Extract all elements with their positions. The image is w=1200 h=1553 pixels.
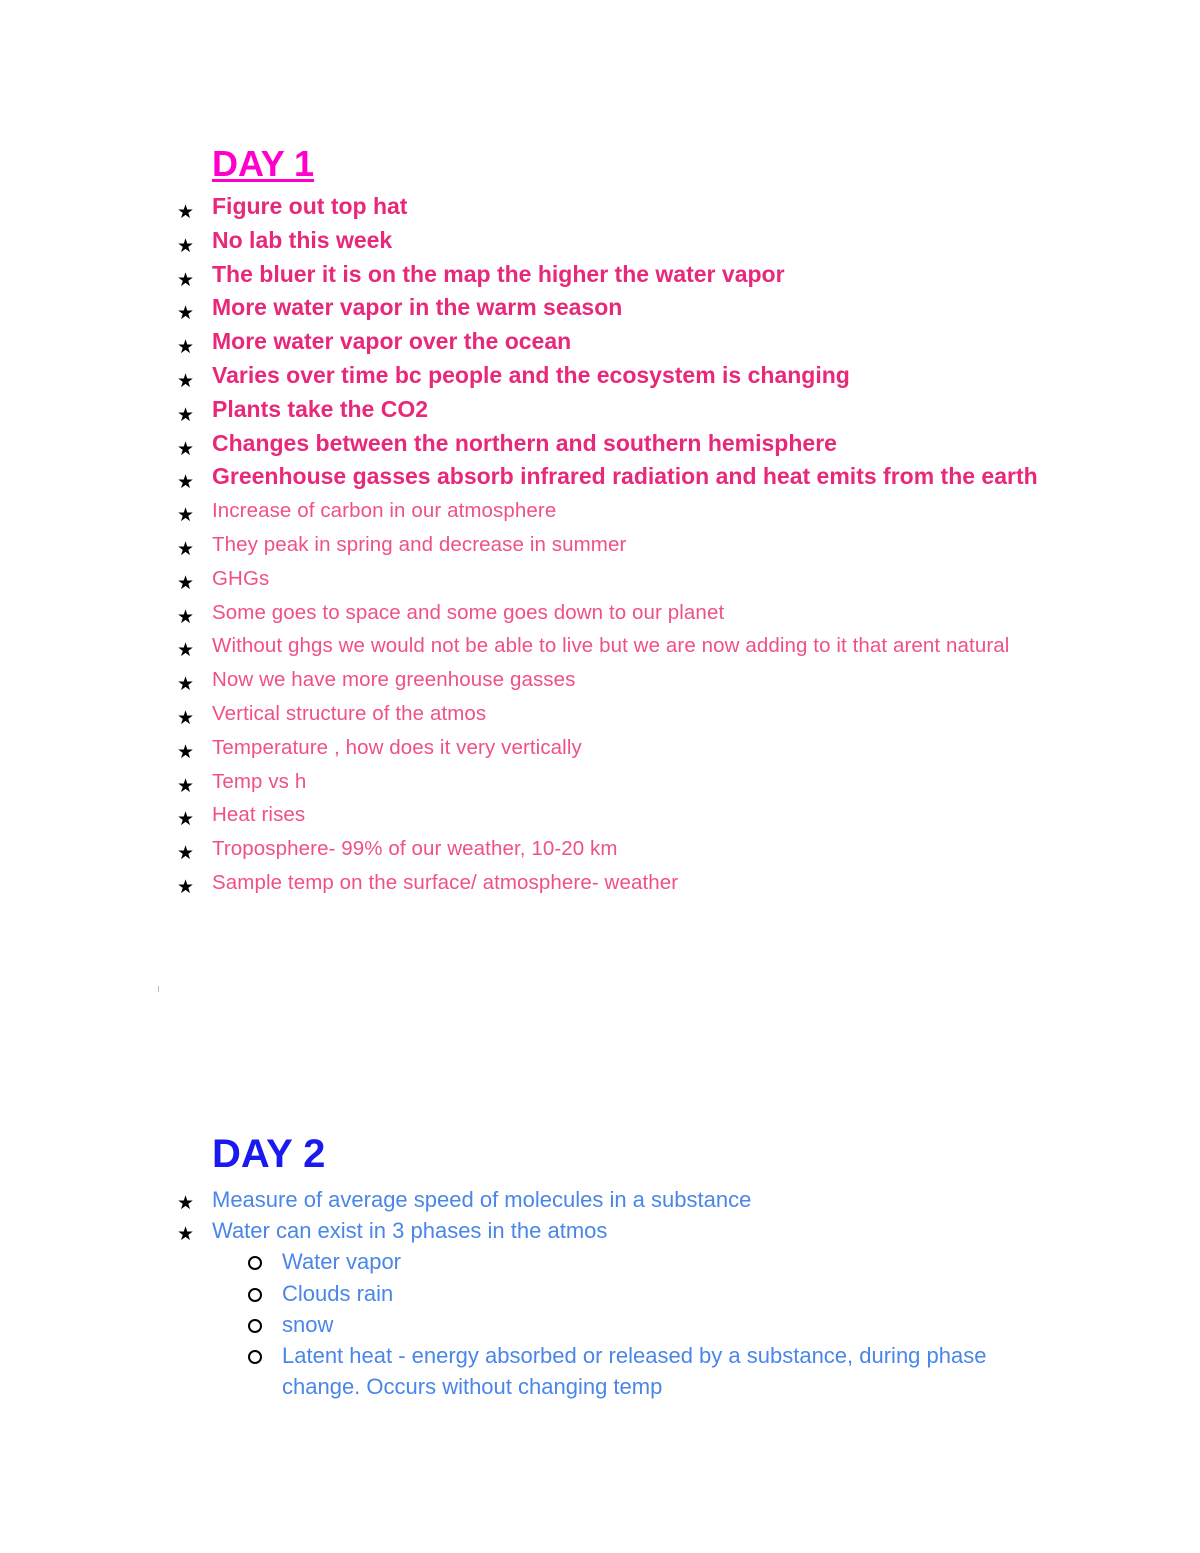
star-bullet-icon: ★ (177, 369, 195, 392)
day-1-heading: DAY 1 (212, 143, 315, 184)
list-item (0, 393, 1200, 427)
list-item-text: Some goes to space and some goes down to our planet (212, 600, 725, 624)
list-item-text: Changes between the northern and southern hemisphere (212, 429, 837, 456)
list-item (0, 798, 1200, 832)
list-item-text: Without ghgs we would not be able to live but we are now adding to it that arent natural (212, 634, 1010, 658)
list-item (0, 460, 1200, 494)
sub-list-item (0, 1278, 1200, 1309)
list-item (0, 832, 1200, 866)
hollow-circle-bullet-icon (248, 1319, 262, 1333)
star-bullet-icon: ★ (177, 842, 195, 865)
list-item-text: Temp vs h (212, 769, 307, 793)
list-item-text: Plants take the CO2 (212, 395, 429, 422)
list-item (0, 866, 1200, 900)
list-item-text: Sample temp on the surface/ atmosphere- weather (212, 870, 679, 894)
list-item (0, 731, 1200, 765)
star-bullet-icon: ★ (177, 571, 195, 594)
list-item (0, 1184, 1200, 1215)
star-bullet-icon: ★ (177, 234, 195, 257)
list-item (0, 427, 1200, 461)
list-item (0, 562, 1200, 596)
list-item (0, 224, 1200, 258)
list-item (0, 697, 1200, 731)
list-item-text: snow (282, 1311, 334, 1337)
star-bullet-icon: ★ (177, 639, 195, 662)
list-item (0, 528, 1200, 562)
sub-list-item (0, 1309, 1200, 1340)
star-bullet-icon: ★ (177, 403, 195, 426)
day-2-bullet-list (0, 1184, 1200, 1402)
list-item-text: Figure out top hat (212, 193, 408, 219)
list-item (0, 765, 1200, 799)
list-item-text: The bluer it is on the map the higher the water vapor (212, 260, 785, 287)
day-1-bullet-list (0, 190, 1200, 900)
list-item (0, 258, 1200, 292)
star-bullet-icon: ★ (177, 1192, 195, 1214)
list-item-text: More water vapor in the warm season (212, 294, 623, 321)
list-item-text: GHGs (212, 566, 270, 590)
hollow-circle-bullet-icon (248, 1350, 262, 1364)
list-item-text: They peak in spring and decrease in summer (212, 532, 627, 556)
list-item-text: Increase of carbon in our atmosphere (212, 499, 557, 523)
list-item-text: Water vapor (282, 1249, 402, 1275)
list-item (0, 190, 1200, 224)
list-item-text: Troposphere- 99% of our weather, 10-20 km (212, 837, 618, 861)
list-item (0, 1215, 1200, 1246)
star-bullet-icon: ★ (177, 1223, 195, 1246)
list-item (0, 359, 1200, 393)
star-bullet-icon: ★ (177, 437, 195, 460)
star-bullet-icon: ★ (177, 268, 195, 291)
list-item-text: Vertical structure of the atmos (212, 701, 487, 725)
list-item (0, 494, 1200, 528)
list-item-text: Measure of average speed of molecules in a substance (212, 1187, 752, 1212)
list-item-text: No lab this week (212, 226, 393, 253)
star-bullet-icon: ★ (177, 471, 195, 494)
star-bullet-icon: ★ (177, 774, 195, 797)
list-item-text: Temperature , how does it very vertically (212, 735, 582, 759)
star-bullet-icon: ★ (177, 706, 195, 729)
star-bullet-icon: ★ (177, 201, 195, 223)
list-item-text: Varies over time bc people and the ecosystem is changing (212, 361, 850, 388)
list-item (0, 629, 1200, 663)
list-item (0, 663, 1200, 697)
day-2-heading: DAY 2 (212, 1132, 326, 1176)
sub-list-item (0, 1246, 1200, 1277)
hollow-circle-bullet-icon (248, 1256, 262, 1270)
list-item-text: Now we have more greenhouse gasses (212, 668, 576, 692)
star-bullet-icon: ★ (177, 875, 195, 898)
list-item-text: More water vapor over the ocean (212, 328, 572, 355)
star-bullet-icon: ★ (177, 302, 195, 325)
star-bullet-icon: ★ (177, 537, 195, 560)
list-item (0, 325, 1200, 359)
star-bullet-icon: ★ (177, 673, 195, 696)
list-item-text: Clouds rain (282, 1280, 394, 1306)
page-mark (158, 986, 159, 992)
list-item-text: Heat rises (212, 803, 306, 827)
list-item-text: Latent heat - energy absorbed or released by a substance, during phase change. Occurs without changing temp (282, 1343, 987, 1400)
star-bullet-icon: ★ (177, 605, 195, 628)
hollow-circle-bullet-icon (248, 1288, 262, 1302)
list-item-text: Water can exist in 3 phases in the atmos (212, 1218, 608, 1244)
star-bullet-icon: ★ (177, 504, 195, 527)
list-item (0, 596, 1200, 630)
list-item-text: Greenhouse gasses absorb infrared radiation and heat emits from the earth (212, 463, 1038, 490)
list-item (0, 291, 1200, 325)
star-bullet-icon: ★ (177, 740, 195, 763)
sub-list-item (0, 1340, 1200, 1402)
star-bullet-icon: ★ (177, 808, 195, 831)
star-bullet-icon: ★ (177, 336, 195, 359)
